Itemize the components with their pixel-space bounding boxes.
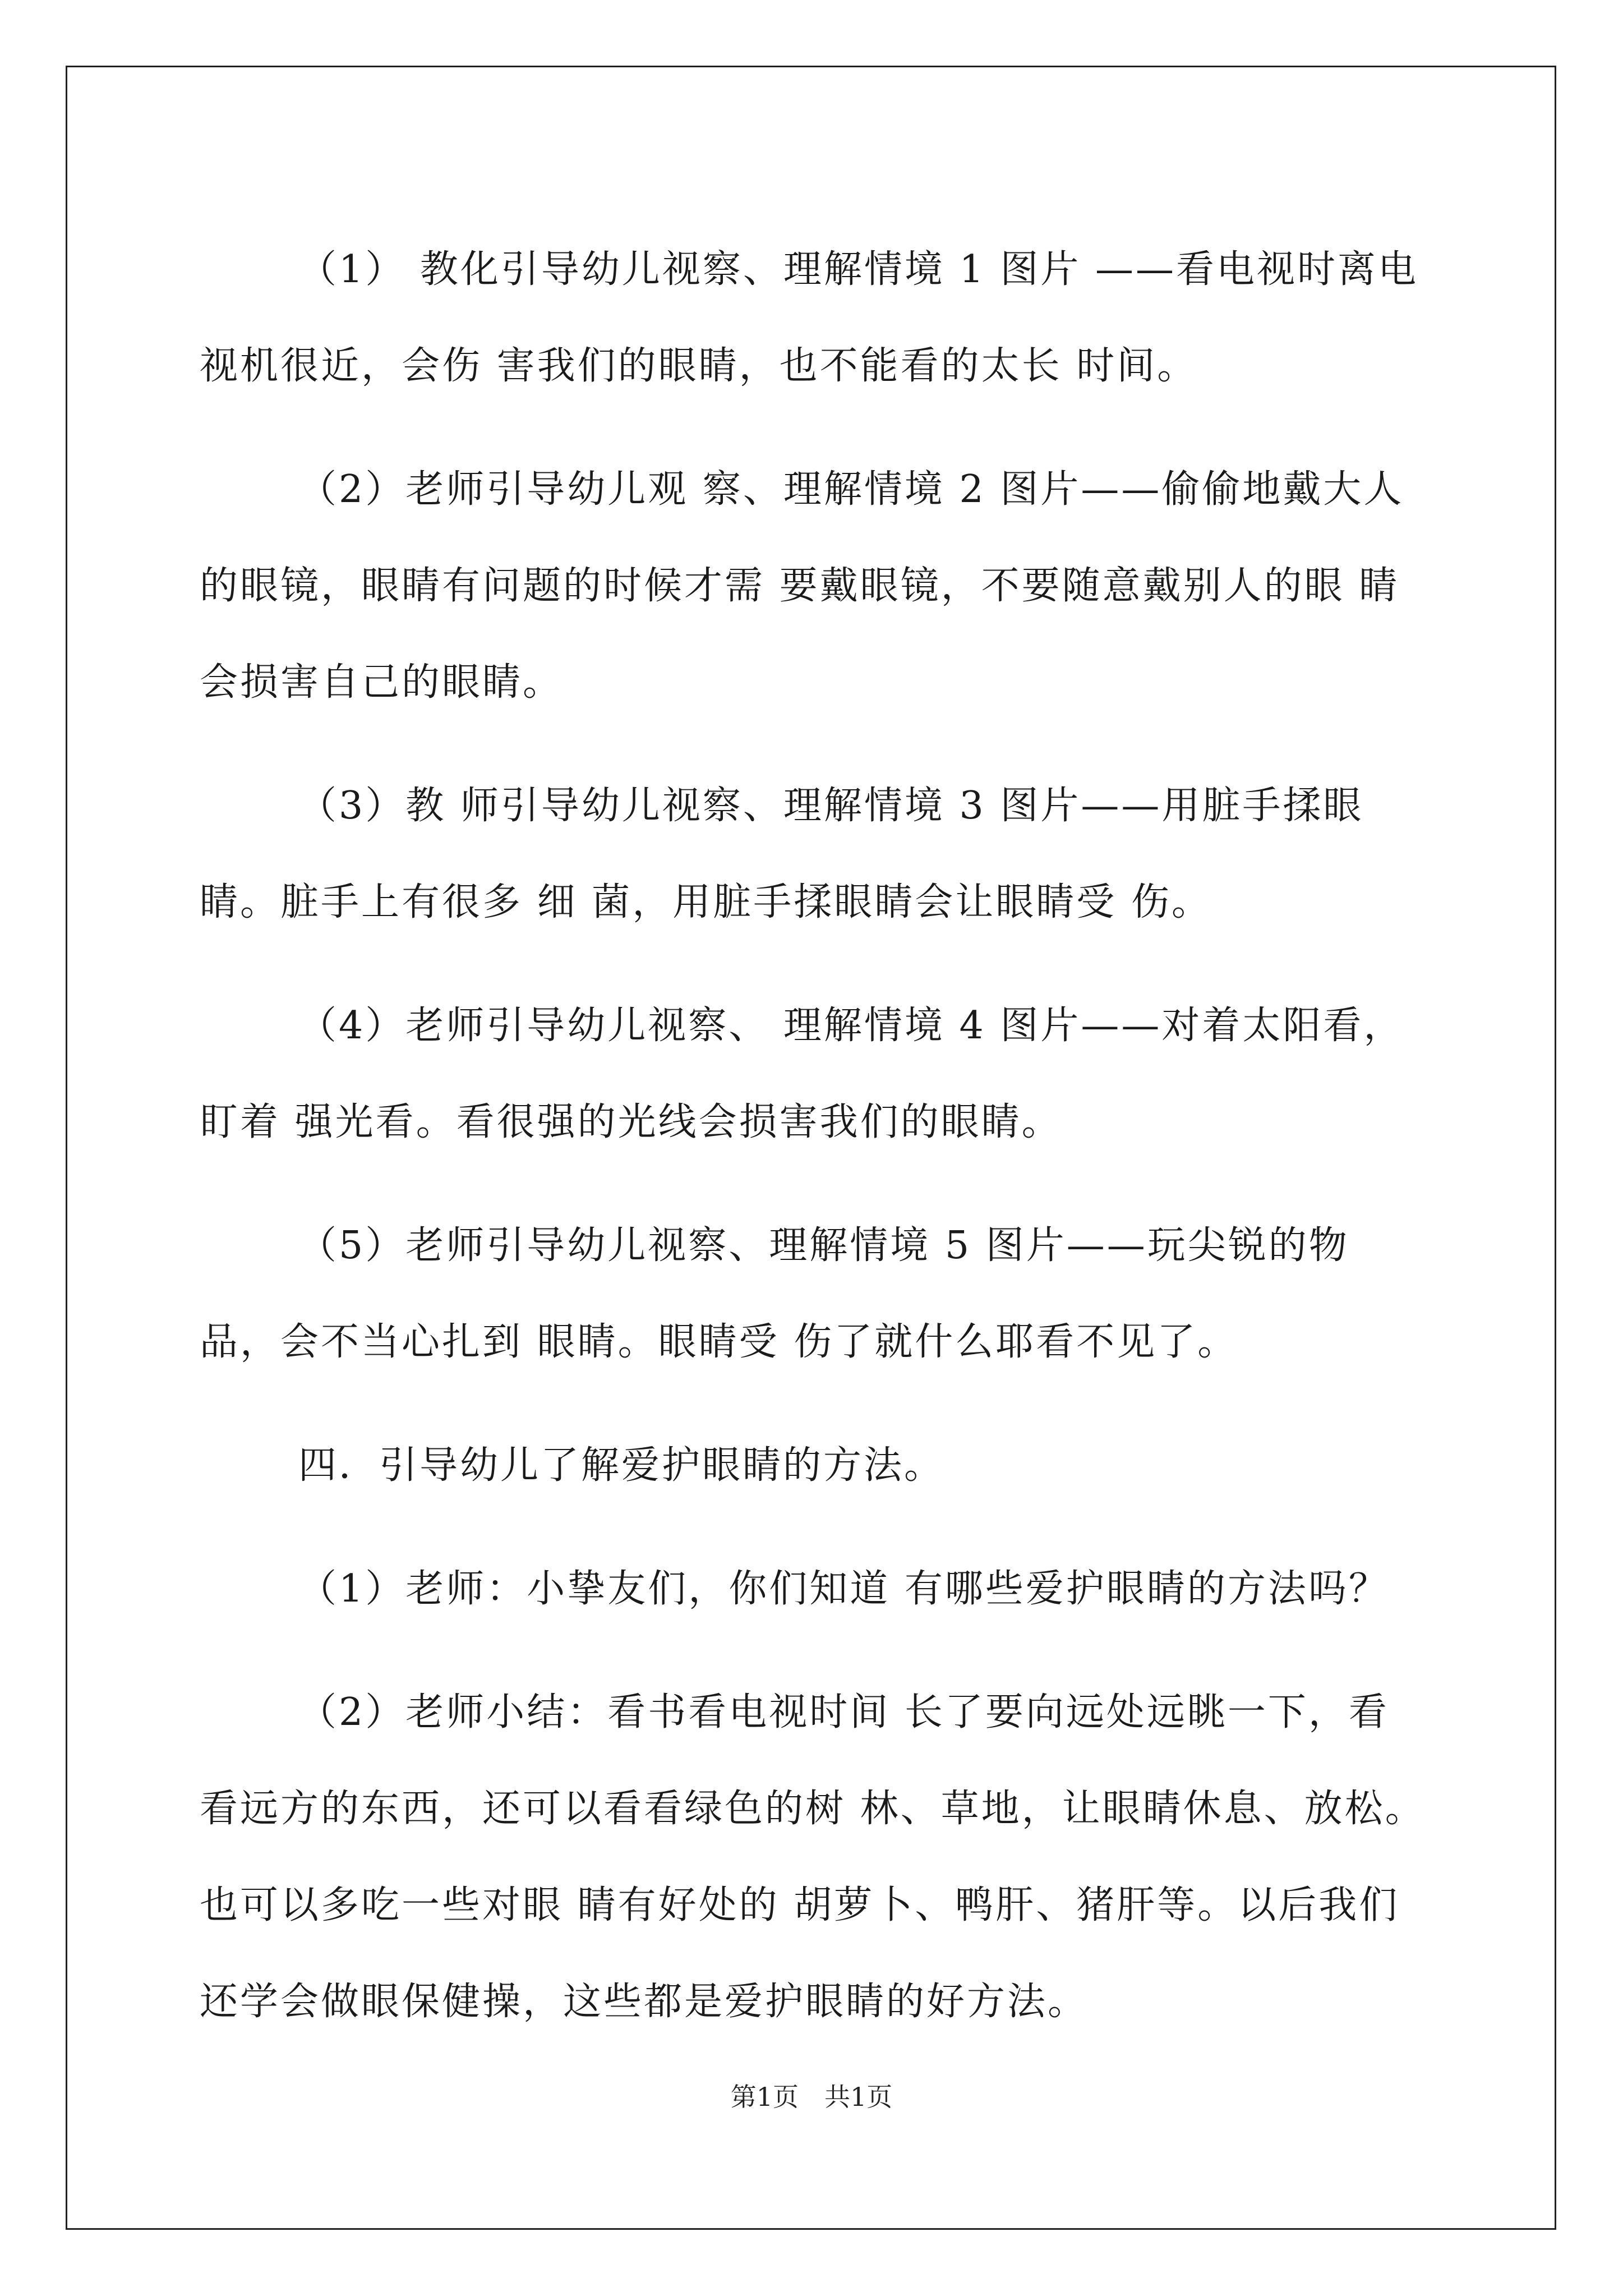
paragraph-3: （3）教 师引导幼儿视察、理解情境 3 图片——用脏手揉眼睛。脏手上有很多 细 菌，用脏手揉眼睛会让眼睛受 伤。 [200,784,1364,924]
paragraph-1: （1） 教化引导幼儿视察、理解情境 1 图片 ——看电视时离电视机很近，会伤 害我们的眼睛，也不能看的太长 时间。 [200,247,1418,388]
page-footer: 第1页 共1页 [730,2082,893,2112]
paragraph-2: （2）老师引导幼儿观 察、理解情境 2 图片——偷偷地戴大人的眼镜，眼睛有问题的时候才需 要戴眼镜，不要随意戴别人的眼 睛会损害自己的眼睛。 [200,467,1404,705]
paragraph-6: （1）老师：小挚友们，你们知道 有哪些爱护眼睛的方法吗？ [298,1567,1389,1611]
paragraph-7: （2）老师小结：看书看电视时间 长了要向远处远眺一下，看看远方的东西，还可以看看绿色的树 林、草地，让眼睛休息、放松。也可以多吃一些对眼 睛有好处的 胡萝卜、鸭肝、猪肝等。以后我们还学会做眼保健操，这些都是爱护眼睛的好方法。 [200,1690,1426,2024]
paragraph-5: （5）老师引导幼儿视察、理解情境 5 图片——玩尖锐的物 品，会不当心扎到 眼睛。眼睛受 伤了就什么耶看不见了。 [200,1223,1349,1364]
section-heading: 四．引导幼儿了解爱护眼睛的方法。 [298,1443,945,1488]
document-body [200,222,1428,2077]
paragraph-4: （4）老师引导幼儿视察、 理解情境 4 图片——对着太阳看，盯着 强光看。看很强的光线会损害我们的眼睛。 [200,1004,1404,1144]
